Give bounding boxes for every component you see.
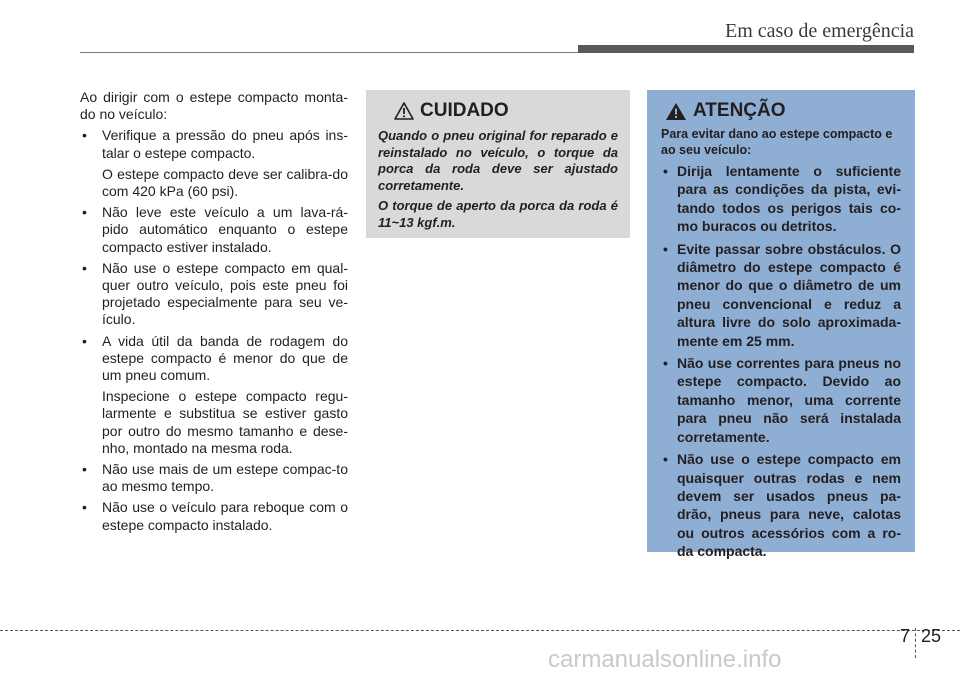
list-item — [80, 127, 348, 200]
instruction-list — [80, 127, 348, 533]
list-item-text: Não leve este veículo a um lava-rá-pido automático enquanto o estepe compacto estiver instalado. — [102, 204, 348, 255]
caution-body — [378, 128, 618, 232]
list-item-text: Não use mais de um estepe compac-to ao mesmo tempo. — [102, 461, 348, 495]
warning-list — [661, 162, 901, 561]
header-rule — [80, 52, 580, 53]
page-number: 25 — [921, 626, 942, 646]
warning-item: • Não use correntes para pneus no estepe compacto. Devido ao tamanho menor, uma corrente para pneu não será instalada corretamente. — [661, 354, 901, 446]
list-item-text: A vida útil da banda de rodagem do estepe compacto é menor do que de um pneu comum. — [102, 332, 348, 384]
caution-box — [366, 90, 630, 238]
warning-item: • Dirija lentamente o suficiente para as condições da pista, evi-tando todos os perigos tais co-mo buracos ou detritos. — [661, 162, 901, 236]
list-item-text: Não use o veículo para reboque com o estepe compacto instalado. — [102, 499, 348, 533]
list-item-extra: Inspecione o estepe compacto regu-larmente e substitua se estiver gasto por outro do mesmo tamanho e dese-nho, montado na mesma roda. — [102, 388, 348, 456]
list-item-extra: O estepe compacto deve ser calibra-do com 420 kPa (60 psi). — [102, 165, 348, 200]
chapter-number: 7 — [900, 626, 911, 646]
warning-item: • Evite passar sobre obstáculos. O diâmetro do estepe compacto é menor do que o diâmetro de um pneu convencional e reduz a altura livre do solo aproximada-mente em 25 mm. — [661, 240, 901, 350]
warning-box — [647, 90, 915, 560]
caution-header — [394, 100, 618, 122]
warning-header — [665, 100, 901, 122]
list-item — [80, 260, 348, 329]
footer-rule — [0, 630, 960, 631]
warning-triangle-icon — [394, 102, 414, 120]
warning-triangle-icon — [665, 102, 687, 121]
caution-paragraph: O torque de aperto da porca da roda é 11~13 kgf.m. — [378, 198, 618, 230]
footer-divider — [915, 628, 916, 658]
list-item — [80, 333, 348, 457]
warning-title: ATENÇÃO — [693, 100, 786, 121]
list-item-text: Verifique a pressão do pneu após ins-talar o estepe compacto. — [102, 127, 348, 161]
list-item — [80, 499, 348, 533]
intro-text: Ao dirigir com o estepe compacto monta-do no veículo: — [80, 89, 348, 123]
list-item — [80, 204, 348, 256]
warning-intro: Para evitar dano ao estepe compacto e ao seu veículo: — [661, 127, 893, 157]
list-item — [80, 461, 348, 495]
watermark: carmanualsonline.info — [548, 646, 782, 673]
header-bar — [578, 45, 914, 53]
list-item-text: Não use o estepe compacto em qual-quer outro veículo, pois este pneu foi projetado especialmente para seu ve-ículo. — [102, 259, 348, 328]
caution-title: CUIDADO — [420, 100, 509, 121]
section-title: Em caso de emergência — [725, 20, 914, 42]
caution-paragraph: Quando o pneu original for reparado e reinstalado no veículo, o torque da porca da roda deve ser ajustado corretamente. — [378, 128, 618, 193]
warning-item: • Não use o estepe compacto em quaisquer outras rodas e nem devem ser usados pneus pa-drão, pneus para neve, calotas ou outros acessórios com a ro-da compacta. — [661, 450, 901, 560]
left-column — [80, 89, 348, 534]
